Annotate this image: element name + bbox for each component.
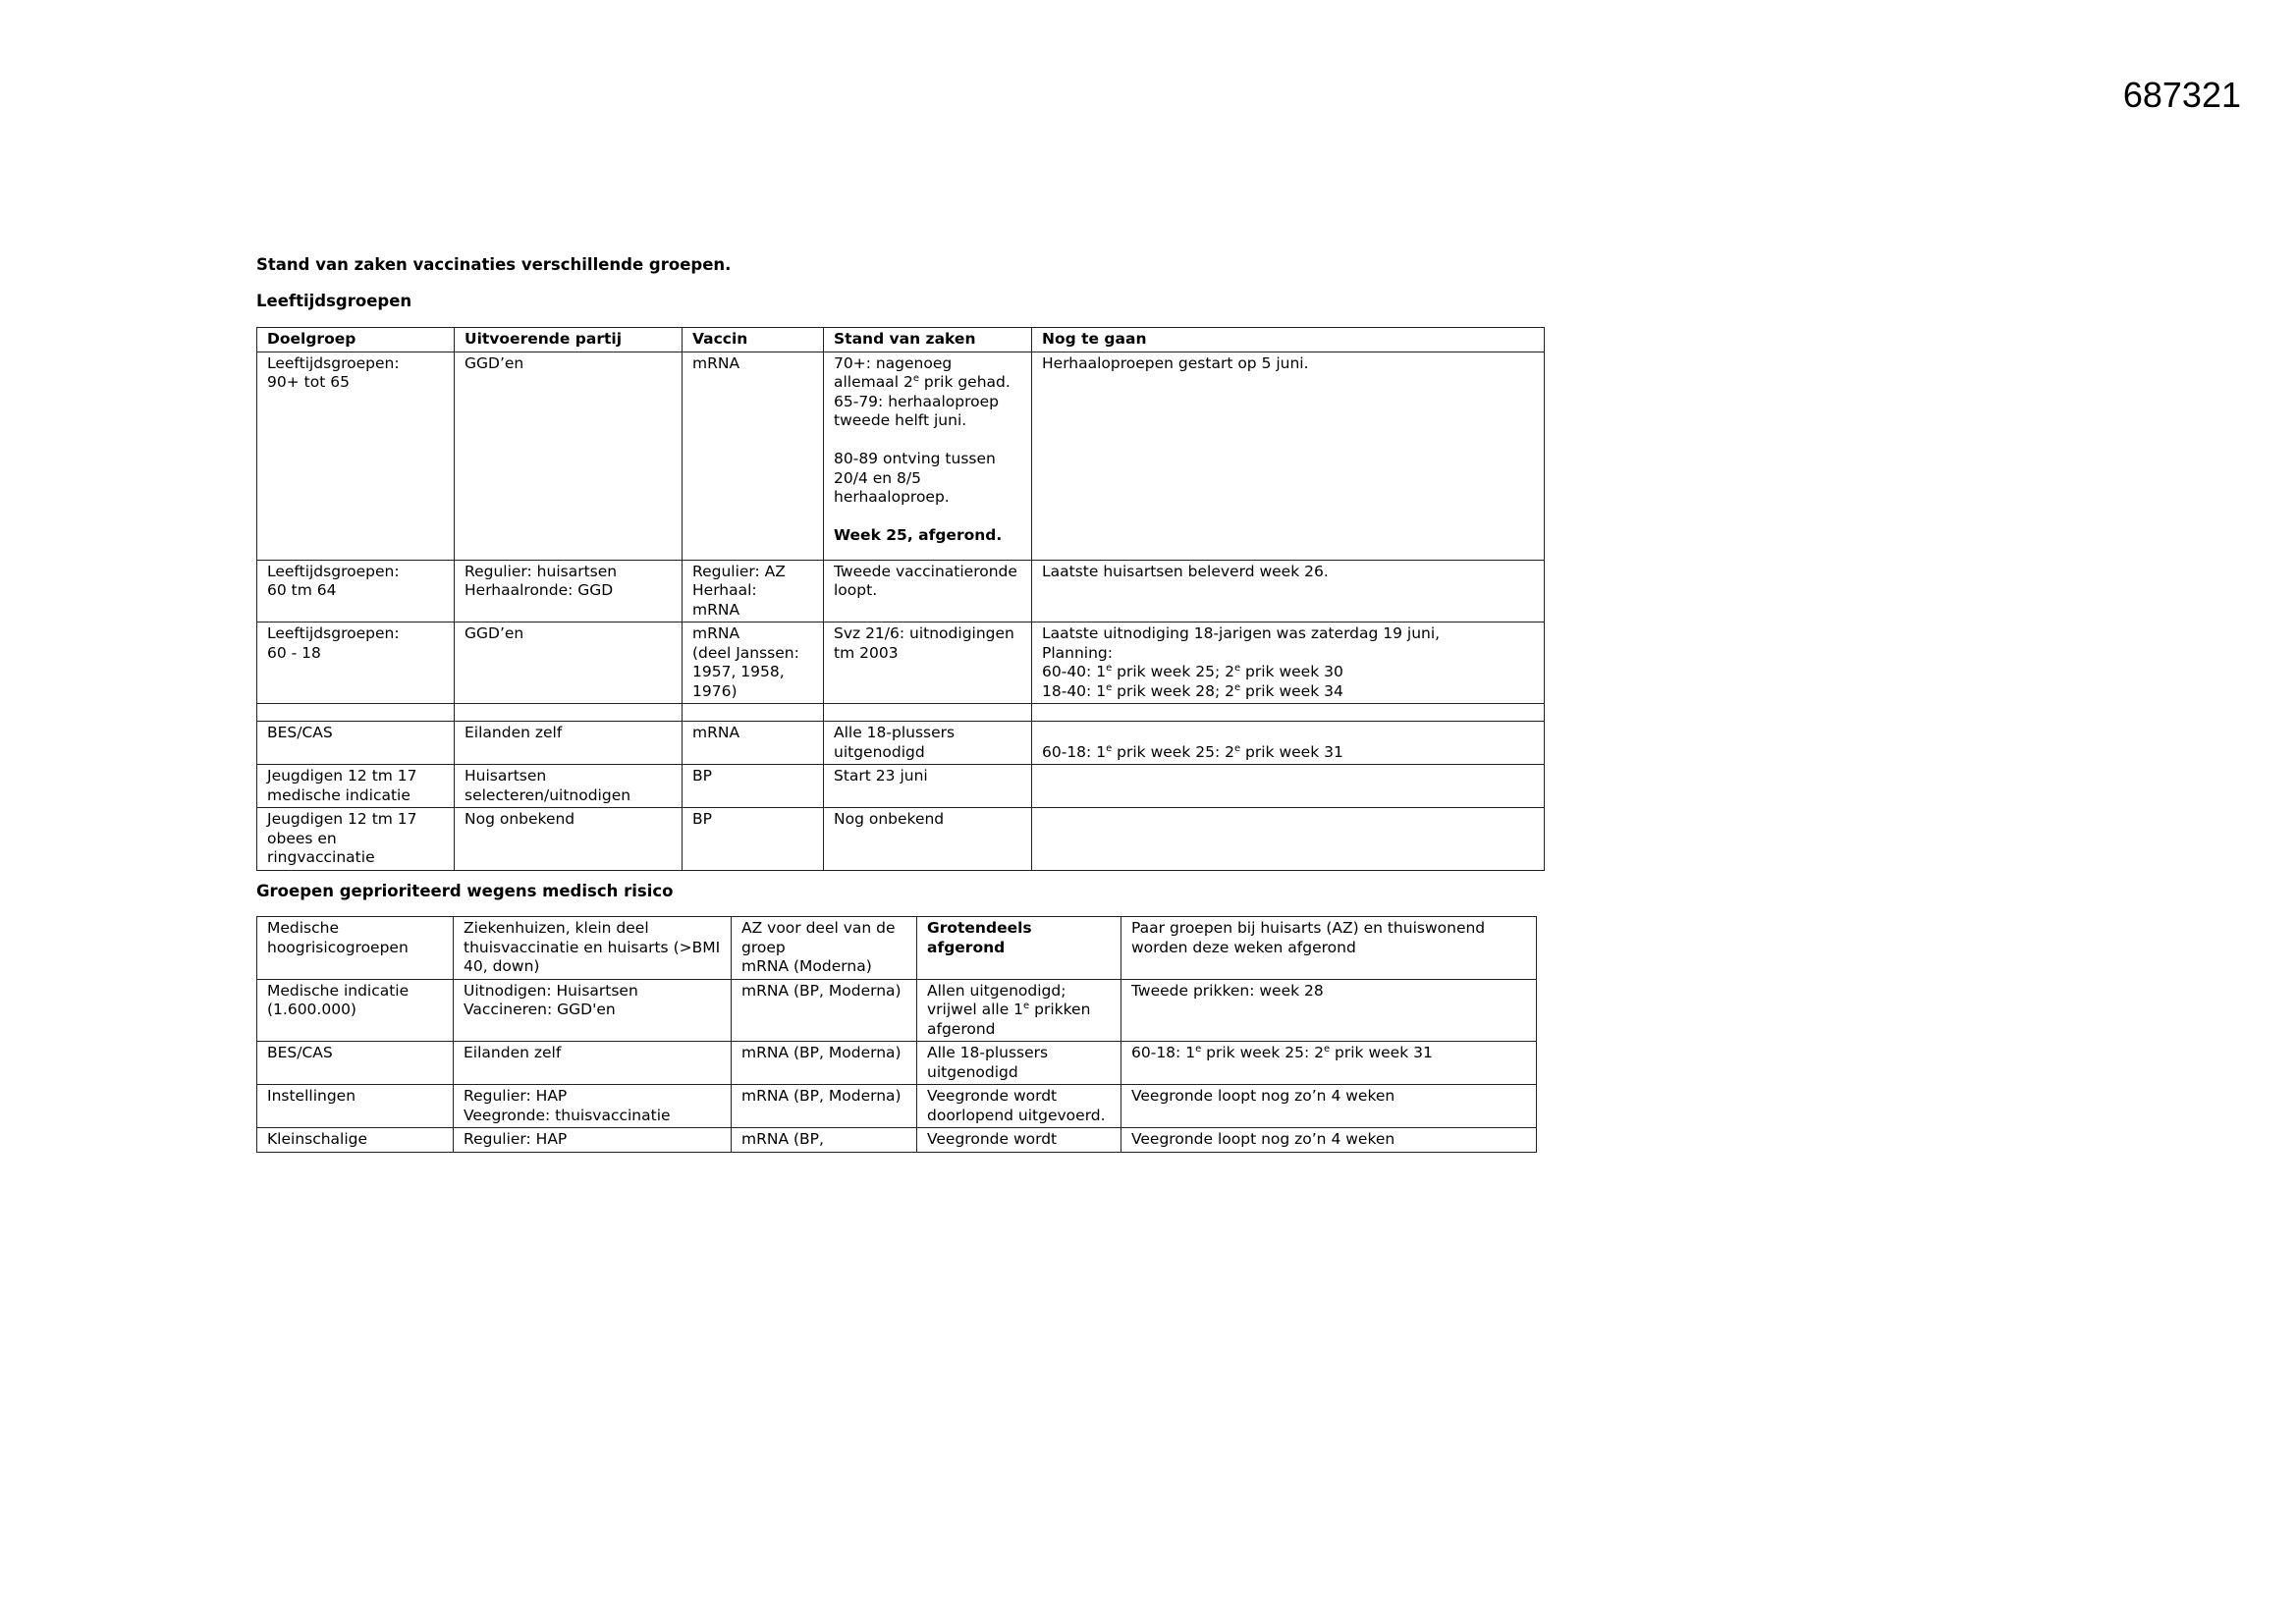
cell-uitvoerende-partij-text: Ziekenhuizen, klein deel thuisvaccinatie en huisarts (>BMI 40, down) [464,919,721,975]
cell-vaccin [683,808,824,871]
cell-uitvoerende-partij-text: Eilanden zelf [465,724,563,741]
cell-stand-van-zaken-text: Alle 18-plussers uitgenodigd [834,724,956,761]
cell-uitvoerende-partij-text: Eilanden zelf [464,1044,562,1061]
cell-doelgroep [257,1085,454,1128]
cell-stand-van-zaken-text: Tweede vaccinatieronde loopt. [834,562,1017,599]
cell-nog-te-gaan-text: 60-18: 1e prik week 25: 2e prik week 31 [1131,1043,1433,1061]
cell-nog-te-gaan [1032,722,1545,765]
cell-nog-te-gaan [1032,623,1545,704]
cell-nog-te-gaan-text: Veegronde loopt nog zo’n 4 weken [1131,1087,1395,1105]
cell-uitvoerende-partij [454,1085,732,1128]
table-row [257,1042,1537,1085]
cell-nog-te-gaan [1032,560,1545,623]
cell-uitvoerende-partij [454,917,732,980]
cell-vaccin [732,1128,917,1153]
table-row [257,765,1545,808]
cell-vaccin [683,352,824,560]
table-row [257,808,1545,871]
cell-stand-van-zaken [824,765,1032,808]
cell-uitvoerende-partij [455,765,683,808]
cell-doelgroep [257,765,455,808]
cell-nog-te-gaan [1121,979,1537,1042]
cell-vaccin [683,623,824,704]
table-row [257,704,1545,722]
cell-stand-van-zaken-text: Allen uitgenodigd; vrijwel alle 1e prikken afgerond [927,981,1091,1038]
header-vaccin: Vaccin [683,328,824,352]
cell-stand-van-zaken-text: Svz 21/6: uitnodigingen tm 2003 [834,624,1014,662]
page-title: Stand van zaken vaccinaties verschillende groepen. [256,255,732,274]
section-heading-medical-risk: Groepen geprioriteerd wegens medisch risico [256,882,674,900]
cell-stand-van-zaken-text: 70+: nagenoeg allemaal 2e prik gehad. 65-79: herhaaloproep tweede helft juni. 80-89 ontving tussen 20/4 en 8/5 herhaaloproep. [834,353,1011,506]
cell-doelgroep [257,722,455,765]
cell-uitvoerende-partij-text: Nog onbekend [465,810,575,828]
cell-doelgroep [257,808,455,871]
cell-uitvoerende-partij [455,704,683,722]
cell-nog-te-gaan-text: 60-18: 1e prik week 25: 2e prik week 31 [1042,742,1343,761]
cell-doelgroep-text: Kleinschalige [267,1130,368,1148]
cell-uitvoerende-partij [455,352,683,560]
cell-stand-van-zaken-text: Start 23 juni [834,767,928,785]
cell-vaccin [732,1085,917,1128]
cell-stand-van-zaken [917,979,1121,1042]
header-nog-te-gaan: Nog te gaan [1032,328,1545,352]
age-groups-table [256,327,1545,871]
cell-nog-te-gaan [1121,917,1537,980]
cell-vaccin-text: mRNA (BP, Moderna) [741,981,902,1000]
cell-uitvoerende-partij [454,1042,732,1085]
cell-vaccin [683,722,824,765]
table-row [257,722,1545,765]
cell-doelgroep [257,704,455,722]
cell-vaccin-text: mRNA (BP, [741,1130,824,1148]
document-id: 687321 [2122,75,2241,115]
cell-nog-te-gaan-text: Veegronde loopt nog zo’n 4 weken [1131,1130,1395,1148]
cell-stand-van-zaken [824,560,1032,623]
cell-doelgroep-text: Jeugdigen 12 tm 17 medische indicatie [267,767,417,804]
cell-doelgroep [257,623,455,704]
cell-vaccin-text: mRNA [692,724,740,741]
medical-risk-table [256,916,1537,1153]
cell-doelgroep [257,352,455,560]
table-row [257,352,1545,560]
cell-uitvoerende-partij [455,808,683,871]
cell-stand-van-zaken-text: Alle 18-plussers uitgenodigd [927,1044,1049,1081]
section-heading-age-groups: Leeftijdsgroepen [256,292,412,310]
cell-doelgroep [257,1042,454,1085]
cell-nog-te-gaan [1032,765,1545,808]
cell-nog-te-gaan [1032,704,1545,722]
cell-doelgroep-text: Leeftijdsgroepen: 60 tm 64 [267,562,400,599]
cell-nog-te-gaan [1121,1128,1537,1153]
table-row [257,979,1537,1042]
cell-doelgroep-text: Jeugdigen 12 tm 17 obees en ringvaccinatie [267,810,417,866]
cell-vaccin [683,560,824,623]
cell-nog-te-gaan [1032,808,1545,871]
cell-stand-van-zaken [917,1085,1121,1128]
cell-uitvoerende-partij-text: GGD’en [465,353,524,372]
table-row [257,1085,1537,1128]
header-uitvoerende-partij: Uitvoerende partij [455,328,683,352]
cell-doelgroep [257,1128,454,1153]
cell-vaccin [683,765,824,808]
cell-doelgroep-text: Medische hoogrisicogroepen [267,919,409,956]
cell-doelgroep-text: Leeftijdsgroepen: 90+ tot 65 [267,353,400,391]
cell-nog-te-gaan-text: Laatste huisartsen beleverd week 26. [1042,562,1329,580]
cell-vaccin-text: mRNA [692,353,740,372]
cell-uitvoerende-partij-text: Regulier: HAP [464,1130,568,1148]
cell-stand-van-zaken-text: Grotendeels afgerond [927,919,1032,956]
cell-doelgroep-text: Leeftijdsgroepen: 60 - 18 [267,624,400,662]
cell-nog-te-gaan-text: Paar groepen bij huisarts (AZ) en thuiswonend worden deze weken afgerond [1131,919,1486,956]
cell-stand-van-zaken [824,704,1032,722]
cell-vaccin [732,1042,917,1085]
cell-vaccin-text: Regulier: AZ Herhaal: mRNA [692,562,786,619]
cell-uitvoerende-partij [454,1128,732,1153]
cell-stand-van-zaken [917,1042,1121,1085]
cell-stand-van-zaken [917,1128,1121,1153]
cell-stand-van-zaken-bold-text: Week 25, afgerond. [834,526,1003,544]
cell-doelgroep-text: Medische indicatie (1.600.000) [267,981,410,1018]
header-doelgroep: Doelgroep [257,328,455,352]
cell-vaccin-text: mRNA (deel Janssen: 1957, 1958, 1976) [692,624,799,700]
cell-nog-te-gaan-text: Herhaaloproepen gestart op 5 juni. [1042,353,1309,372]
table-header-row [257,328,1545,352]
cell-uitvoerende-partij-text: Regulier: HAP Veegronde: thuisvaccinatie [464,1087,671,1124]
cell-uitvoerende-partij [455,623,683,704]
cell-uitvoerende-partij [455,722,683,765]
cell-uitvoerende-partij-text: Regulier: huisartsen Herhaalronde: GGD [465,562,618,599]
cell-nog-te-gaan-text: Laatste uitnodiging 18-jarigen was zaterdag 19 juni, Planning: 60-40: 1e prik week 25; 2e prik week 30 18-40: 1e prik week 28; 2e prik week 34 [1042,624,1441,700]
cell-vaccin [732,979,917,1042]
cell-stand-van-zaken [824,623,1032,704]
cell-doelgroep-text: BES/CAS [267,724,333,741]
cell-stand-van-zaken-text: Nog onbekend [834,810,945,828]
cell-uitvoerende-partij [454,979,732,1042]
cell-stand-van-zaken [824,352,1032,560]
table-row [257,917,1537,980]
cell-doelgroep-text: Instellingen [267,1087,356,1105]
cell-uitvoerende-partij-text: Huisartsen selecteren/uitnodigen [465,767,631,804]
cell-doelgroep-text: BES/CAS [267,1044,333,1061]
cell-uitvoerende-partij [455,560,683,623]
header-stand-van-zaken: Stand van zaken [824,328,1032,352]
cell-nog-te-gaan [1121,1042,1537,1085]
cell-stand-van-zaken [824,722,1032,765]
cell-doelgroep [257,560,455,623]
table-row [257,560,1545,623]
table-row [257,623,1545,704]
cell-stand-van-zaken [824,808,1032,871]
cell-vaccin-text: mRNA (BP, Moderna) [741,1044,902,1061]
cell-vaccin [732,917,917,980]
cell-nog-te-gaan [1032,352,1545,560]
cell-uitvoerende-partij-text: Uitnodigen: Huisartsen Vaccineren: GGD'en [464,981,638,1018]
cell-doelgroep [257,979,454,1042]
cell-nog-te-gaan-text: Tweede prikken: week 28 [1131,981,1324,1000]
cell-vaccin-text: mRNA (BP, Moderna) [741,1087,902,1105]
cell-doelgroep [257,917,454,980]
cell-vaccin-text: BP [692,767,712,785]
cell-uitvoerende-partij-text: GGD’en [465,624,524,642]
cell-vaccin-text: BP [692,810,712,828]
cell-stand-van-zaken-text: Veegronde wordt doorlopend uitgevoerd. [927,1087,1106,1124]
cell-vaccin-text: AZ voor deel van de groep mRNA (Moderna) [741,919,896,975]
cell-vaccin [683,704,824,722]
cell-stand-van-zaken-text: Veegronde wordt [927,1130,1058,1148]
table-row [257,1128,1537,1153]
cell-stand-van-zaken [917,917,1121,980]
cell-nog-te-gaan [1121,1085,1537,1128]
